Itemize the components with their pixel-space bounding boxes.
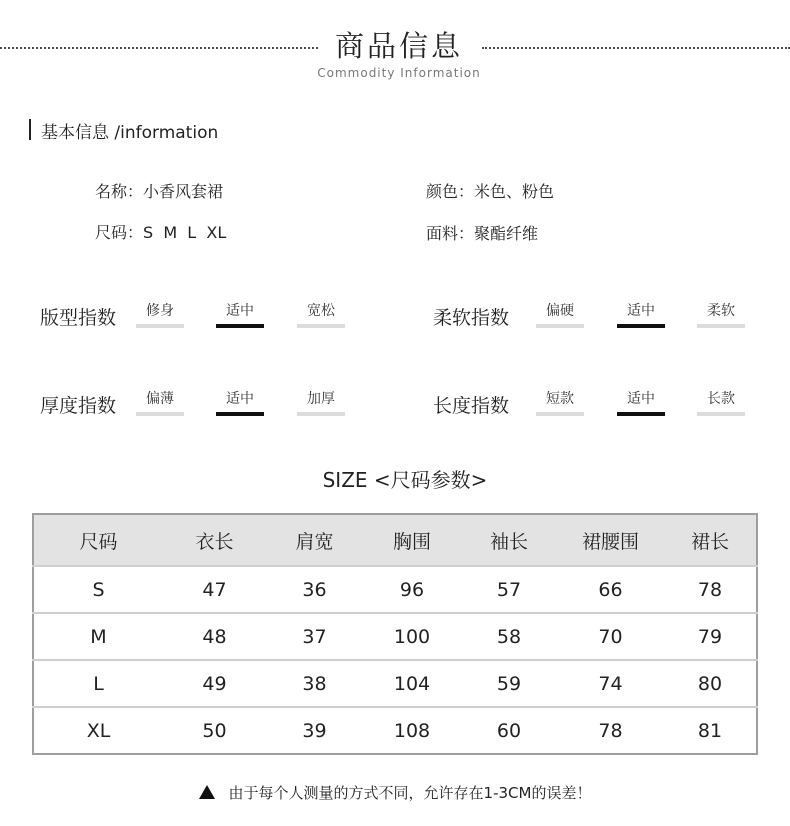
size-table-header-row xyxy=(33,514,757,566)
table-cell: 38 xyxy=(266,660,363,707)
index-label: 长度指数 xyxy=(433,395,510,417)
table-cell: 104 xyxy=(363,660,461,707)
table-cell: 96 xyxy=(363,566,461,613)
header-cell: 肩宽 xyxy=(266,514,363,566)
index-option-bar xyxy=(297,324,345,328)
table-cell: 100 xyxy=(363,613,461,660)
index-option-bar xyxy=(697,324,745,328)
table-cell: 70 xyxy=(557,613,664,660)
page-subtitle: Commodity Information xyxy=(317,66,481,80)
product-fabric: 面料：聚酯纤维 xyxy=(426,224,539,243)
table-cell: 47 xyxy=(163,566,266,613)
page-title: 商品信息 xyxy=(334,29,463,63)
index-option-bar xyxy=(297,412,345,416)
header-cell: 衣长 xyxy=(163,514,266,566)
header-cell: 裙腰围 xyxy=(557,514,664,566)
index-label: 版型指数 xyxy=(40,307,117,329)
index-option-bar-selected xyxy=(216,412,264,416)
index-option-bar xyxy=(136,324,184,328)
table-cell: S xyxy=(33,566,163,613)
table-cell: 39 xyxy=(266,707,363,754)
table-row xyxy=(33,566,757,613)
section-title: 基本信息 /information xyxy=(41,123,219,143)
header-cell: 尺码 xyxy=(33,514,163,566)
table-cell: 81 xyxy=(664,707,757,754)
product-name: 名称：小香风套裙 xyxy=(95,182,224,201)
product-color: 颜色：米色、粉色 xyxy=(426,182,555,201)
table-cell: 49 xyxy=(163,660,266,707)
index-option-bar xyxy=(536,412,584,416)
measurement-note xyxy=(0,782,790,803)
index-option: 柔软 xyxy=(707,303,735,319)
index-label: 柔软指数 xyxy=(433,307,510,329)
table-cell: 57 xyxy=(461,566,557,613)
table-cell: 58 xyxy=(461,613,557,660)
table-cell: 66 xyxy=(557,566,664,613)
table-row xyxy=(33,613,757,660)
table-cell: 80 xyxy=(664,660,757,707)
table-cell: 37 xyxy=(266,613,363,660)
size-chart-title: SIZE <尺码参数> xyxy=(322,468,488,492)
table-cell: 78 xyxy=(557,707,664,754)
table-row xyxy=(33,707,757,754)
product-size: 尺码：S M L XL xyxy=(95,223,227,242)
index-option-bar xyxy=(697,412,745,416)
index-option: 加厚 xyxy=(307,391,335,407)
table-cell: 60 xyxy=(461,707,557,754)
index-option: 长款 xyxy=(707,391,735,407)
index-option-bar xyxy=(536,324,584,328)
index-label: 厚度指数 xyxy=(40,395,117,417)
table-cell: 78 xyxy=(664,566,757,613)
index-option-bar xyxy=(136,412,184,416)
table-cell: 79 xyxy=(664,613,757,660)
table-cell: 108 xyxy=(363,707,461,754)
index-option-selected: 适中 xyxy=(627,391,655,407)
index-option-selected: 适中 xyxy=(226,303,254,319)
index-option: 修身 xyxy=(146,303,174,319)
table-cell: 50 xyxy=(163,707,266,754)
header-cell: 裙长 xyxy=(664,514,757,566)
table-cell: 59 xyxy=(461,660,557,707)
index-option: 宽松 xyxy=(307,303,335,319)
index-option: 偏薄 xyxy=(146,391,174,407)
size-table xyxy=(32,513,758,755)
index-option: 偏硬 xyxy=(546,303,574,319)
index-option-bar-selected xyxy=(617,324,665,328)
index-option-selected: 适中 xyxy=(226,391,254,407)
index-option: 短款 xyxy=(546,391,574,407)
index-option-selected: 适中 xyxy=(627,303,655,319)
index-option-bar-selected xyxy=(216,324,264,328)
section-marker xyxy=(29,119,31,140)
table-cell: XL xyxy=(33,707,163,754)
table-cell: 36 xyxy=(266,566,363,613)
table-row xyxy=(33,660,757,707)
table-cell: L xyxy=(33,660,163,707)
index-option-bar-selected xyxy=(617,412,665,416)
table-cell: 74 xyxy=(557,660,664,707)
header-cell: 胸围 xyxy=(363,514,461,566)
table-cell: 48 xyxy=(163,613,266,660)
header-cell: 袖长 xyxy=(461,514,557,566)
warning-triangle-icon xyxy=(199,785,215,799)
note-text: 由于每个人测量的方式不同，允许存在1-3CM的误差！ xyxy=(228,784,592,802)
table-cell: M xyxy=(33,613,163,660)
